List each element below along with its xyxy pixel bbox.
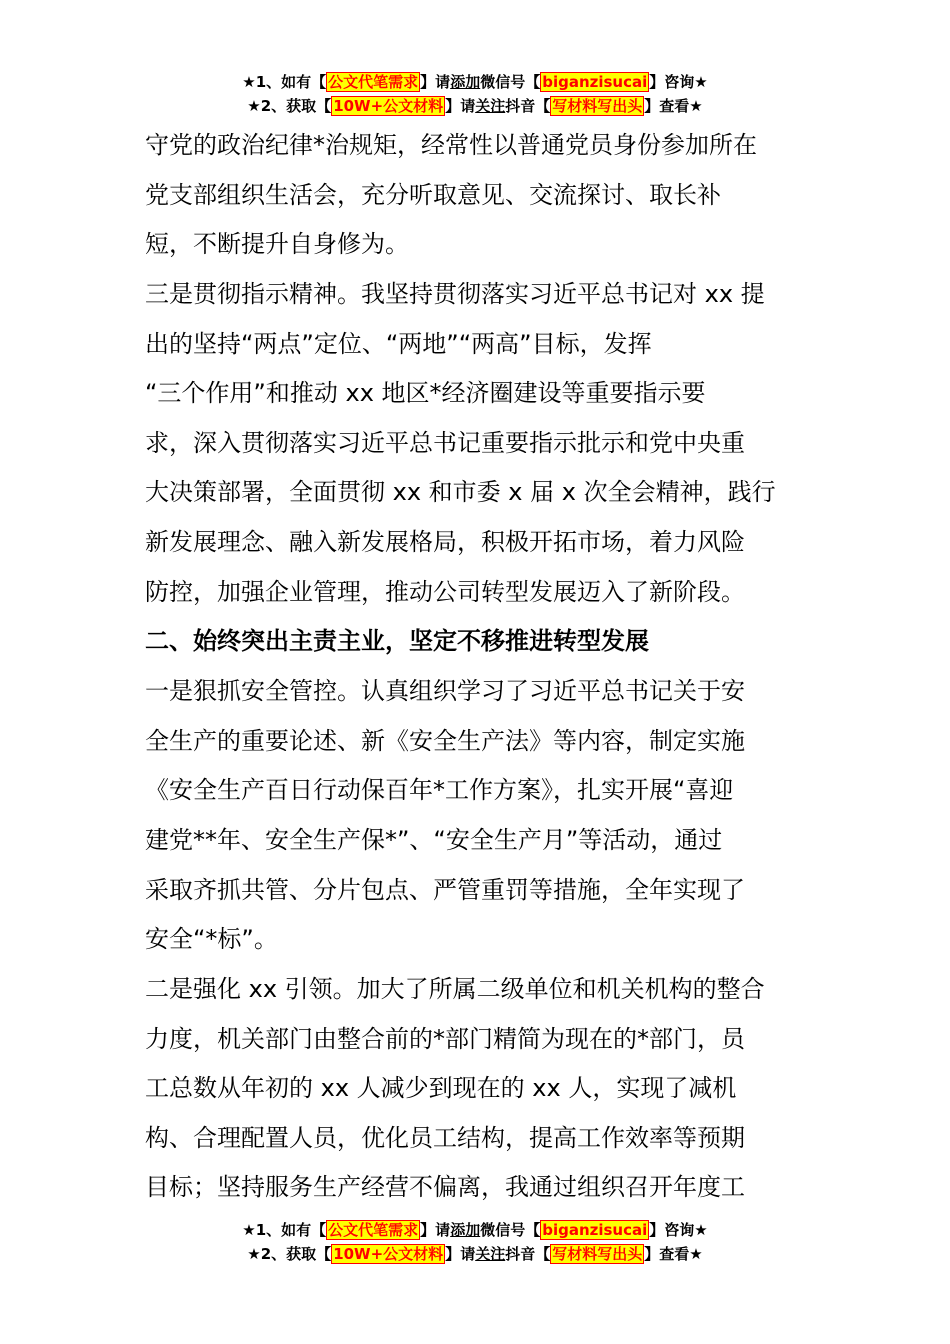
promo-underlined: 关注 [475,1245,506,1263]
body-line: 全生产的重要论述、新《安全生产法》等内容，制定实施 [145,726,745,755]
body-line: 三是贯彻指示精神。我坚持贯彻落实习近平总书记对 xx 提 [145,279,765,308]
body-line: 《安全生产百日行动保百年*工作方案》，扎实开展“喜迎 [145,776,734,805]
footer-promo-banner [0,1218,950,1266]
promo-text: ★1、如有【 [242,1221,327,1239]
header-promo-banner [0,70,950,118]
promo-line-1 [0,70,950,94]
document-body [145,121,805,1213]
body-line: 求，深入贯彻落实习近平总书记重要指示批示和党中央重 [145,428,745,457]
promo-text: 】请 [420,1221,451,1239]
body-line: 工总数从年初的 xx 人减少到现在的 xx 人，实现了减机 [145,1074,737,1103]
promo-underlined: 关注 [475,97,506,115]
body-line: 目标；坚持服务生产经营不偏离，我通过组织召开年度工 [145,1173,745,1202]
promo-text: 】咨询★ [649,1221,708,1239]
promo-underlined: 添加 [450,1221,481,1239]
promo-line-2 [0,1242,950,1266]
promo-text: 微信号【 [480,73,541,91]
promo-underlined: 添加 [450,73,481,91]
promo-text: 】请 [445,97,476,115]
promo-highlight: 公文代笔需求 [328,73,419,91]
promo-text: 】请 [445,1245,476,1263]
promo-text: ★2、获取【 [247,1245,332,1263]
body-line: 守党的政治纪律*治规矩，经常性以普通党员身份参加所在 [145,131,757,159]
body-line: 建党**年、安全生产保*”、“安全生产月”等活动，通过 [145,825,723,854]
body-line: 构、合理配置人员，优化员工结构，提高工作效率等预期 [145,1123,745,1152]
promo-text: 】咨询★ [649,73,708,91]
body-line: 新发展理念、融入新发展格局，积极开拓市场，着力风险 [145,528,745,557]
promo-highlight: biganzisucai [542,73,648,91]
promo-text: 】查看★ [644,1245,703,1263]
promo-highlight: 10W+公文材料 [333,97,444,115]
promo-highlight: 10W+公文材料 [333,1245,444,1263]
body-line: 一是狠抓安全管控。认真组织学习了习近平总书记关于安 [145,677,745,706]
body-line: 大决策部署，全面贯彻 xx 和市委 x 届 x 次全会精神，践行 [145,478,776,507]
promo-text: 微信号【 [480,1221,541,1239]
promo-highlight: 写材料写出头 [552,97,643,115]
section-heading: 二、始终突出主责主业，坚定不移推进转型发展 [145,627,649,656]
body-line: 二是强化 xx 引领。加大了所属二级单位和机关机构的整合 [145,974,765,1003]
body-line: 党支部组织生活会，充分听取意见、交流探讨、取长补 [145,180,721,209]
promo-text: 抖音【 [505,1245,551,1263]
promo-line-2 [0,94,950,118]
body-line: 防控，加强企业管理，推动公司转型发展迈入了新阶段。 [145,577,745,606]
body-line: “三个作用”和推动 xx 地区*经济圈建设等重要指示要 [145,379,706,408]
promo-text: ★1、如有【 [242,73,327,91]
promo-text: 抖音【 [505,97,551,115]
body-line: 出的坚持“两点”定位、“两地”“两高”目标，发挥 [145,329,652,358]
body-line: 安全“*标”。 [145,925,278,954]
body-line: 力度，机关部门由整合前的*部门精简为现在的*部门，员 [145,1024,745,1053]
promo-highlight: 公文代笔需求 [328,1221,419,1239]
promo-highlight: 写材料写出头 [552,1245,643,1263]
body-line: 短，不断提升自身修为。 [145,230,409,259]
promo-line-1 [0,1218,950,1242]
promo-highlight: biganzisucai [542,1221,648,1239]
promo-text: 】查看★ [644,97,703,115]
promo-text: 】请 [420,73,451,91]
body-line: 采取齐抓共管、分片包点、严管重罚等措施，全年实现了 [145,875,745,904]
promo-text: ★2、获取【 [247,97,332,115]
